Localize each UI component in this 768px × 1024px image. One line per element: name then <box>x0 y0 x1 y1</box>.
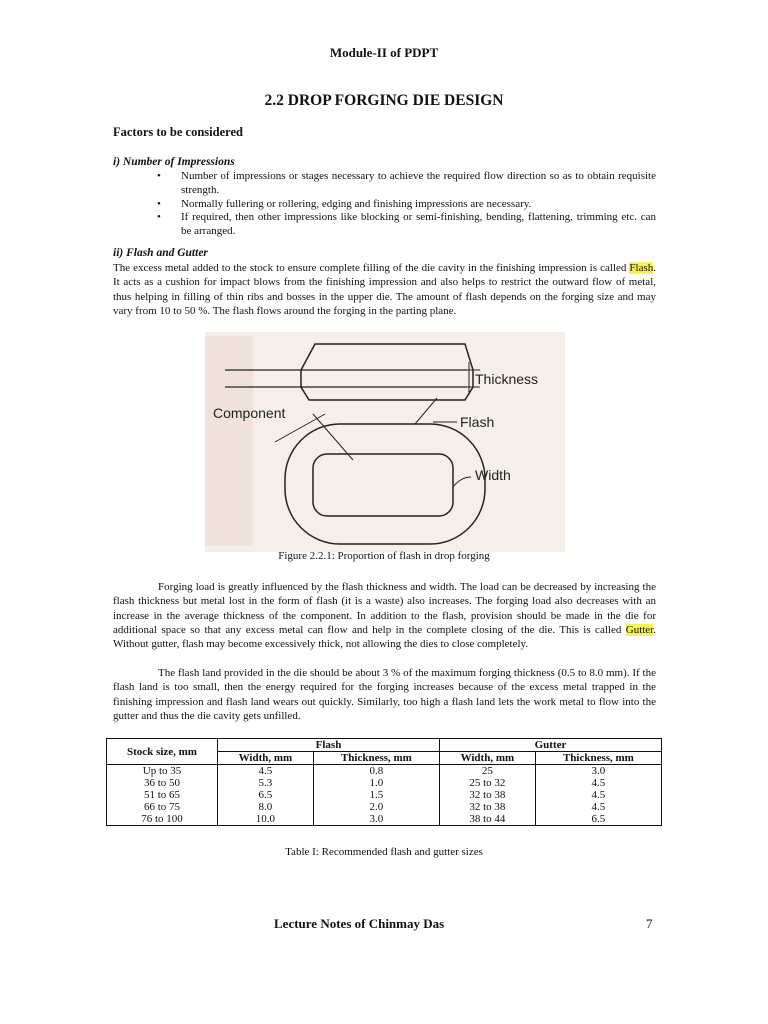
thickness-label: Thickness <box>475 371 539 387</box>
flash-label: Flash <box>460 414 495 430</box>
table-row: Up to 35 4.5 0.8 25 3.0 <box>107 765 662 778</box>
component-label: Component <box>213 405 286 421</box>
table-header-row <box>107 739 662 752</box>
bullet-icon: • <box>157 170 161 182</box>
stock-size-header: Stock size, mm <box>107 739 218 765</box>
flash-gutter-table <box>106 738 662 826</box>
table-row: 66 to 75 8.0 2.0 32 to 38 4.5 <box>107 801 662 813</box>
gutter-thickness-header: Thickness, mm <box>535 752 661 765</box>
bullet-item: • Normally fullering or rollering, edging and finishing impressions are necessary. <box>157 197 532 210</box>
bullet-item: • Number of impressions or stages necessary to achieve the required flow direction so as to obtain requisite strength. <box>157 170 656 196</box>
gutter-header: Gutter <box>439 739 661 752</box>
flash-header: Flash <box>218 739 440 752</box>
table-row: 36 to 50 5.3 1.0 25 to 32 4.5 <box>107 777 662 789</box>
impressions-heading: i) Number of Impressions <box>113 156 235 168</box>
flash-land-paragraph: The flash land provided in the die should be about 3 % of the maximum forging thickness (0.5 to 8.0 mm). If the flash land is too small, then the energy required for the forging increases because of the excess metal trapped in the finishing impression and flash land wears out quickly. Similarly, too high a flash land lets the work metal to flow into the gutter and thus the die cavity gets unfilled. <box>113 667 656 722</box>
flash-gutter-heading: ii) Flash and Gutter <box>113 247 208 259</box>
flash-thickness-header: Thickness, mm <box>313 752 439 765</box>
figure-background <box>205 332 565 552</box>
page-number: 7 <box>646 916 653 931</box>
width-label: Width <box>475 467 511 483</box>
factors-heading: Factors to be considered <box>113 125 243 139</box>
highlight-flash: Flash <box>629 262 654 274</box>
flash-paragraph: The excess metal added to the stock to ensure complete filling of the die cavity in the finishing impression is called Flash. It acts as a cushion for impact blows from the finishing impression and also helps to restrict the outward flow of metal, thus helping in filling of thin ribs and bosses in the upper die. The amount of flash depends on the forging size and may vary from 10 to 50 %. The flash flows around the forging in the parting plane. <box>113 262 656 317</box>
flash-proportion-figure <box>205 332 565 552</box>
gutter-width-header: Width, mm <box>439 752 535 765</box>
figure-faded-left <box>205 336 253 546</box>
flash-width-header: Width, mm <box>218 752 314 765</box>
bullet-item: • If required, then other impressions like blocking or semi-finishing, bending, flattening, trimming etc. can be arranged. <box>157 211 656 238</box>
figure-caption: Figure 2.2.1: Proportion of flash in drop forging <box>278 550 490 562</box>
forging-load-paragraph: Forging load is greatly influenced by the flash thickness and width. The load can be decreased by increasing the flash thickness but metal lost in the form of flash (it is a waste) also increases. The forging load also decreases with an increase in the average thickness of the component. In addition to the flash, provision should be made in the die for additional space so that any excess metal can flow and help in the complete closing of the die. This is called Gutter. Without gutter, flash may become excessively thick, not allowing the dies to close completely. <box>113 581 656 651</box>
impressions-bullet-list <box>113 170 656 239</box>
table-row: 76 to 100 10.0 3.0 38 to 44 6.5 <box>107 813 662 826</box>
running-header: Module-II of PDPT <box>329 45 439 60</box>
footer-text: Lecture Notes of Chinmay Das <box>274 916 445 931</box>
bullet-icon: • <box>157 211 161 224</box>
table-caption: Table I: Recommended flash and gutter sizes <box>285 846 483 858</box>
section-title: 2.2 DROP FORGING DIE DESIGN <box>264 92 504 109</box>
bullet-icon: • <box>157 197 161 210</box>
highlight-gutter: Gutter <box>625 623 654 636</box>
table-row: 51 to 65 6.5 1.5 32 to 38 4.5 <box>107 789 662 801</box>
